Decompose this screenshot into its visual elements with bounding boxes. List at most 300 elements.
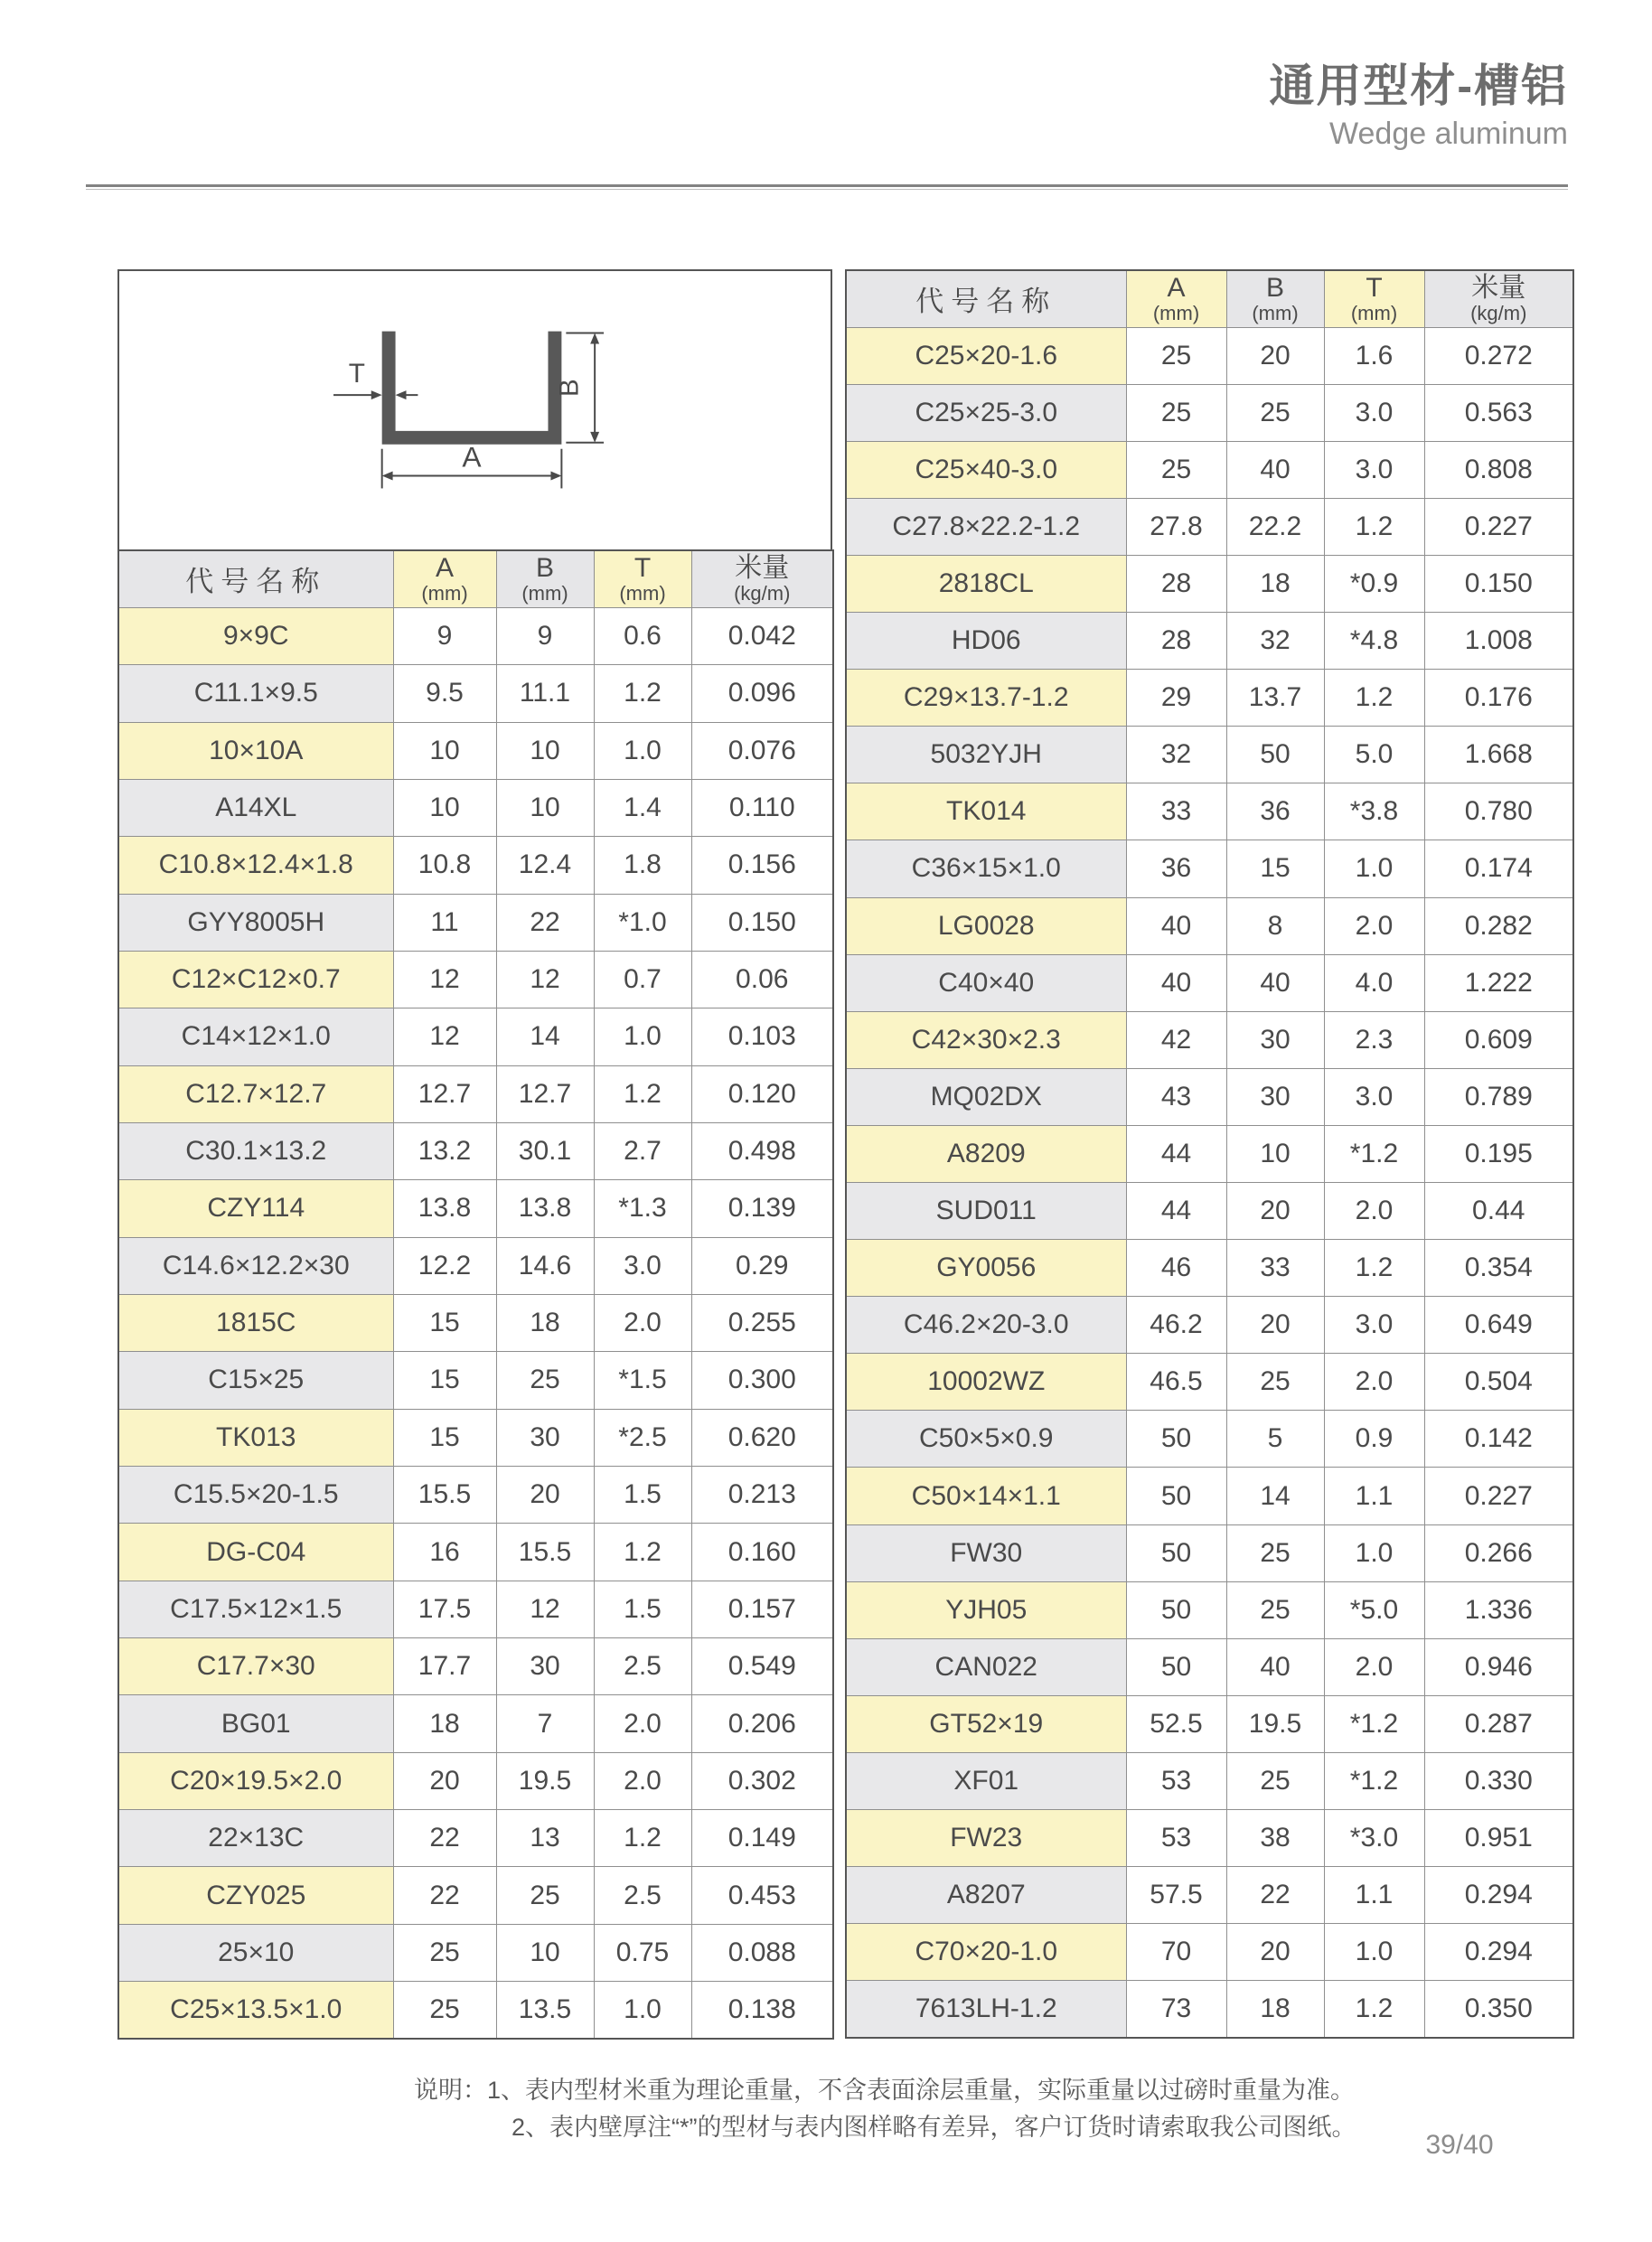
profile-code: C70×20-1.0 xyxy=(846,1924,1126,1981)
profile-code: C14.6×12.2×30 xyxy=(118,1237,393,1294)
value-b: 22 xyxy=(1226,1867,1324,1924)
value-b: 25 xyxy=(1226,384,1324,441)
profile-code: 10002WZ xyxy=(846,1354,1126,1411)
table-row xyxy=(118,837,833,894)
col-header-weight: 米量 (kg/m) xyxy=(1424,270,1573,327)
value-a: 27.8 xyxy=(1126,498,1226,555)
value-weight: 0.120 xyxy=(691,1065,833,1122)
t-arrow-left xyxy=(371,390,382,399)
value-t: 2.5 xyxy=(594,1867,691,1924)
value-b: 30 xyxy=(496,1409,594,1466)
value-a: 15 xyxy=(393,1352,496,1409)
value-weight: 0.195 xyxy=(1424,1125,1573,1182)
value-a: 70 xyxy=(1126,1924,1226,1981)
value-t: 2.0 xyxy=(1324,1183,1424,1240)
table-row xyxy=(846,1125,1573,1182)
profile-code: C20×19.5×2.0 xyxy=(118,1752,393,1809)
value-t: 1.0 xyxy=(594,1008,691,1065)
note-line-2 xyxy=(414,2109,1356,2146)
col-header-a: A (mm) xyxy=(1126,270,1226,327)
value-a: 10.8 xyxy=(393,837,496,894)
value-t: 2.0 xyxy=(594,1695,691,1752)
value-a: 9.5 xyxy=(393,665,496,722)
value-a: 25 xyxy=(393,1924,496,1981)
value-weight: 0.149 xyxy=(691,1810,833,1867)
value-b: 14.6 xyxy=(496,1237,594,1294)
profile-code: TK013 xyxy=(118,1409,393,1466)
value-a: 22 xyxy=(393,1810,496,1867)
value-b: 15 xyxy=(1226,840,1324,897)
table-row xyxy=(846,1924,1573,1981)
value-b: 12.7 xyxy=(496,1065,594,1122)
note-line-1 xyxy=(414,2072,1356,2109)
value-weight: 0.096 xyxy=(691,665,833,722)
value-t: 1.2 xyxy=(594,1810,691,1867)
profile-code: 22×13C xyxy=(118,1810,393,1867)
value-b: 12 xyxy=(496,1581,594,1637)
value-a: 57.5 xyxy=(1126,1867,1226,1924)
value-weight: 0.266 xyxy=(1424,1524,1573,1581)
page-subtitle: Wedge aluminum xyxy=(1329,117,1568,151)
value-weight: 0.302 xyxy=(691,1752,833,1809)
value-a: 16 xyxy=(393,1524,496,1581)
col-header-b: B (mm) xyxy=(1226,270,1324,327)
value-b: 20 xyxy=(1226,1183,1324,1240)
channel-profile-shape xyxy=(382,332,562,445)
value-t: 2.0 xyxy=(594,1752,691,1809)
value-b: 18 xyxy=(1226,555,1324,612)
value-t: *2.5 xyxy=(594,1409,691,1466)
value-t: 0.9 xyxy=(1324,1411,1424,1468)
value-weight: 0.042 xyxy=(691,607,833,664)
value-b: 40 xyxy=(1226,1638,1324,1695)
value-b: 9 xyxy=(496,607,594,664)
value-a: 50 xyxy=(1126,1411,1226,1468)
profile-code: C25×25-3.0 xyxy=(846,384,1126,441)
value-b: 5 xyxy=(1226,1411,1324,1468)
value-weight: 0.29 xyxy=(691,1237,833,1294)
value-a: 17.7 xyxy=(393,1638,496,1695)
value-weight: 0.282 xyxy=(1424,897,1573,954)
table-row xyxy=(118,1467,833,1524)
value-b: 32 xyxy=(1226,613,1324,670)
value-a: 10 xyxy=(393,779,496,836)
value-weight: 0.649 xyxy=(1424,1297,1573,1354)
value-weight: 0.498 xyxy=(691,1122,833,1179)
value-b: 22 xyxy=(496,894,594,951)
profile-code: C42×30×2.3 xyxy=(846,1011,1126,1068)
profile-code: 10×10A xyxy=(118,722,393,779)
value-t: 1.0 xyxy=(594,1982,691,2039)
profile-code: SUD011 xyxy=(846,1183,1126,1240)
a-arrow-right xyxy=(550,472,561,481)
value-b: 36 xyxy=(1226,783,1324,840)
table-row xyxy=(118,1810,833,1867)
right-table-body xyxy=(846,327,1573,2038)
value-t: 3.0 xyxy=(1324,1297,1424,1354)
value-b: 25 xyxy=(1226,1752,1324,1809)
col-header-code: 代号名称 xyxy=(118,550,393,607)
table-row xyxy=(846,1468,1573,1524)
value-a: 12.2 xyxy=(393,1237,496,1294)
value-b: 18 xyxy=(1226,1981,1324,2038)
value-a: 50 xyxy=(1126,1581,1226,1638)
value-a: 29 xyxy=(1126,670,1226,727)
profile-code: BG01 xyxy=(118,1695,393,1752)
table-row xyxy=(846,1354,1573,1411)
value-t: 2.3 xyxy=(1324,1011,1424,1068)
table-row xyxy=(846,613,1573,670)
table-row xyxy=(118,665,833,722)
dim-label-a: A xyxy=(462,440,482,474)
value-t: 1.5 xyxy=(594,1581,691,1637)
table-row xyxy=(118,1409,833,1466)
profile-code: C25×20-1.6 xyxy=(846,327,1126,384)
table-row xyxy=(846,727,1573,783)
value-t: 1.2 xyxy=(594,1524,691,1581)
value-a: 46.2 xyxy=(1126,1297,1226,1354)
value-t: 2.0 xyxy=(1324,1638,1424,1695)
profile-code: GYY8005H xyxy=(118,894,393,951)
value-t: 1.2 xyxy=(1324,498,1424,555)
page-number: 39/40 xyxy=(1425,2130,1494,2160)
profile-code: CZY025 xyxy=(118,1867,393,1924)
value-b: 14 xyxy=(496,1008,594,1065)
value-t: 0.6 xyxy=(594,607,691,664)
value-b: 10 xyxy=(496,1924,594,1981)
value-a: 12 xyxy=(393,1008,496,1065)
profile-code: C29×13.7-1.2 xyxy=(846,670,1126,727)
value-t: *0.9 xyxy=(1324,555,1424,612)
table-row xyxy=(846,840,1573,897)
profile-code: C10.8×12.4×1.8 xyxy=(118,837,393,894)
profile-code: 1815C xyxy=(118,1294,393,1351)
value-a: 15 xyxy=(393,1409,496,1466)
profile-diagram xyxy=(117,269,832,549)
value-a: 20 xyxy=(393,1752,496,1809)
value-t: 1.4 xyxy=(594,779,691,836)
value-weight: 1.222 xyxy=(1424,954,1573,1011)
header-row xyxy=(846,270,1573,327)
profile-code: C15×25 xyxy=(118,1352,393,1409)
value-t: 1.2 xyxy=(1324,1981,1424,2038)
value-a: 11 xyxy=(393,894,496,951)
col-header-weight: 米量 (kg/m) xyxy=(691,550,833,607)
profile-code: C25×13.5×1.0 xyxy=(118,1982,393,2039)
value-weight: 0.06 xyxy=(691,951,833,1008)
right-panel xyxy=(845,269,1572,2039)
value-b: 20 xyxy=(1226,1297,1324,1354)
value-t: 1.0 xyxy=(1324,840,1424,897)
table-row xyxy=(846,954,1573,1011)
page-title: 通用型材-槽铝 xyxy=(1269,61,1568,111)
value-t: 2.0 xyxy=(1324,897,1424,954)
value-a: 10 xyxy=(393,722,496,779)
table-row xyxy=(846,327,1573,384)
value-b: 13.8 xyxy=(496,1180,594,1237)
profile-code: C17.7×30 xyxy=(118,1638,393,1695)
header xyxy=(1269,60,1568,154)
value-t: *1.2 xyxy=(1324,1695,1424,1752)
profile-code: 2818CL xyxy=(846,555,1126,612)
spec-table-left xyxy=(117,549,834,2040)
value-t: *4.8 xyxy=(1324,613,1424,670)
value-t: 1.0 xyxy=(1324,1924,1424,1981)
value-b: 13.5 xyxy=(496,1982,594,2039)
left-table-body xyxy=(118,607,833,2039)
value-weight: 0.350 xyxy=(1424,1981,1573,2038)
value-a: 50 xyxy=(1126,1524,1226,1581)
table-row xyxy=(846,1524,1573,1581)
value-a: 46 xyxy=(1126,1240,1226,1297)
value-b: 12 xyxy=(496,951,594,1008)
value-t: 1.2 xyxy=(594,665,691,722)
value-b: 13.7 xyxy=(1226,670,1324,727)
value-weight: 0.549 xyxy=(691,1638,833,1695)
value-t: 2.0 xyxy=(1324,1354,1424,1411)
table-row xyxy=(846,1240,1573,1297)
value-weight: 0.150 xyxy=(691,894,833,951)
value-t: *1.5 xyxy=(594,1352,691,1409)
value-t: 2.5 xyxy=(594,1638,691,1695)
value-b: 7 xyxy=(496,1695,594,1752)
value-weight: 0.44 xyxy=(1424,1183,1573,1240)
table-row xyxy=(118,607,833,664)
value-b: 25 xyxy=(1226,1524,1324,1581)
value-weight: 0.156 xyxy=(691,837,833,894)
value-b: 30 xyxy=(496,1638,594,1695)
a-arrow-left xyxy=(382,472,393,481)
value-a: 15 xyxy=(393,1294,496,1351)
value-b: 22.2 xyxy=(1226,498,1324,555)
value-weight: 0.272 xyxy=(1424,327,1573,384)
col-header-code: 代号名称 xyxy=(846,270,1126,327)
profile-code: A14XL xyxy=(118,779,393,836)
value-weight: 0.951 xyxy=(1424,1810,1573,1867)
value-a: 9 xyxy=(393,607,496,664)
table-row xyxy=(846,1297,1573,1354)
profile-code: C15.5×20-1.5 xyxy=(118,1467,393,1524)
profile-code: C11.1×9.5 xyxy=(118,665,393,722)
value-a: 53 xyxy=(1126,1752,1226,1809)
table-row xyxy=(846,498,1573,555)
table-row xyxy=(118,1237,833,1294)
note-prefix: 说明： xyxy=(414,2077,487,2104)
b-arrow-top xyxy=(590,333,599,344)
value-weight: 0.609 xyxy=(1424,1011,1573,1068)
table-row xyxy=(846,1810,1573,1867)
table-row xyxy=(846,1011,1573,1068)
profile-code: C12.7×12.7 xyxy=(118,1065,393,1122)
profile-code: C40×40 xyxy=(846,954,1126,1011)
table-row xyxy=(118,1924,833,1981)
profile-code: GT52×19 xyxy=(846,1695,1126,1752)
value-weight: 0.453 xyxy=(691,1867,833,1924)
col-header-t: T (mm) xyxy=(594,550,691,607)
value-b: 19.5 xyxy=(496,1752,594,1809)
profile-code: C25×40-3.0 xyxy=(846,441,1126,498)
table-row xyxy=(846,1638,1573,1695)
profile-code: CZY114 xyxy=(118,1180,393,1237)
value-t: 1.0 xyxy=(594,722,691,779)
value-weight: 0.563 xyxy=(1424,384,1573,441)
value-t: 3.0 xyxy=(594,1237,691,1294)
value-a: 44 xyxy=(1126,1183,1226,1240)
note-text-1: 1、表内型材米重为理论重量，不含表面涂层重量，实际重量以过磅时重量为准。 xyxy=(487,2077,1356,2104)
value-b: 10 xyxy=(496,779,594,836)
value-a: 25 xyxy=(393,1982,496,2039)
value-weight: 0.294 xyxy=(1424,1867,1573,1924)
header-divider xyxy=(86,184,1568,190)
value-a: 13.8 xyxy=(393,1180,496,1237)
value-t: 4.0 xyxy=(1324,954,1424,1011)
table-row xyxy=(118,1867,833,1924)
value-weight: 0.287 xyxy=(1424,1695,1573,1752)
table-row xyxy=(846,555,1573,612)
value-a: 28 xyxy=(1126,555,1226,612)
value-a: 25 xyxy=(1126,441,1226,498)
t-arrow-right xyxy=(396,390,407,399)
table-row xyxy=(118,1638,833,1695)
value-weight: 1.336 xyxy=(1424,1581,1573,1638)
value-a: 52.5 xyxy=(1126,1695,1226,1752)
profile-code: FW23 xyxy=(846,1810,1126,1867)
value-weight: 0.227 xyxy=(1424,498,1573,555)
value-weight: 0.330 xyxy=(1424,1752,1573,1809)
table-row xyxy=(846,783,1573,840)
profile-code: 5032YJH xyxy=(846,727,1126,783)
table-row xyxy=(118,1752,833,1809)
table-row xyxy=(118,951,833,1008)
profile-code: C50×5×0.9 xyxy=(846,1411,1126,1468)
value-t: 1.2 xyxy=(594,1065,691,1122)
table-row xyxy=(846,1183,1573,1240)
value-weight: 0.206 xyxy=(691,1695,833,1752)
value-a: 50 xyxy=(1126,1468,1226,1524)
table-row xyxy=(118,1524,833,1581)
value-t: *3.8 xyxy=(1324,783,1424,840)
value-a: 25 xyxy=(1126,327,1226,384)
profile-code: C12×C12×0.7 xyxy=(118,951,393,1008)
value-b: 19.5 xyxy=(1226,1695,1324,1752)
table-row xyxy=(846,897,1573,954)
profile-code: CAN022 xyxy=(846,1638,1126,1695)
table-row xyxy=(846,670,1573,727)
table-row xyxy=(118,1008,833,1065)
value-t: 5.0 xyxy=(1324,727,1424,783)
value-a: 43 xyxy=(1126,1068,1226,1125)
value-b: 38 xyxy=(1226,1810,1324,1867)
value-t: *1.2 xyxy=(1324,1125,1424,1182)
value-weight: 0.780 xyxy=(1424,783,1573,840)
dim-label-b: B xyxy=(554,379,585,398)
profile-code: C30.1×13.2 xyxy=(118,1122,393,1179)
profile-code: A8209 xyxy=(846,1125,1126,1182)
profile-code: GY0056 xyxy=(846,1240,1126,1297)
value-t: 1.8 xyxy=(594,837,691,894)
value-t: 1.1 xyxy=(1324,1468,1424,1524)
value-weight: 0.076 xyxy=(691,722,833,779)
value-b: 8 xyxy=(1226,897,1324,954)
profile-code: 25×10 xyxy=(118,1924,393,1981)
value-t: 1.6 xyxy=(1324,327,1424,384)
b-arrow-bottom xyxy=(590,432,599,443)
value-b: 14 xyxy=(1226,1468,1324,1524)
value-weight: 0.946 xyxy=(1424,1638,1573,1695)
value-t: 2.7 xyxy=(594,1122,691,1179)
value-t: 0.75 xyxy=(594,1924,691,1981)
profile-code: 9×9C xyxy=(118,607,393,664)
table-row xyxy=(118,1122,833,1179)
value-weight: 0.174 xyxy=(1424,840,1573,897)
value-weight: 0.255 xyxy=(691,1294,833,1351)
value-weight: 0.300 xyxy=(691,1352,833,1409)
value-weight: 0.227 xyxy=(1424,1468,1573,1524)
value-a: 42 xyxy=(1126,1011,1226,1068)
value-a: 50 xyxy=(1126,1638,1226,1695)
value-weight: 0.088 xyxy=(691,1924,833,1981)
value-b: 30 xyxy=(1226,1068,1324,1125)
value-b: 11.1 xyxy=(496,665,594,722)
profile-code: DG-C04 xyxy=(118,1524,393,1581)
value-b: 30 xyxy=(1226,1011,1324,1068)
value-t: 3.0 xyxy=(1324,441,1424,498)
value-weight: 0.213 xyxy=(691,1467,833,1524)
value-b: 20 xyxy=(1226,1924,1324,1981)
profile-code: C27.8×22.2-1.2 xyxy=(846,498,1126,555)
table-row xyxy=(846,1695,1573,1752)
table-row xyxy=(846,1068,1573,1125)
profile-code: C46.2×20-3.0 xyxy=(846,1297,1126,1354)
value-weight: 0.808 xyxy=(1424,441,1573,498)
value-b: 40 xyxy=(1226,954,1324,1011)
value-a: 33 xyxy=(1126,783,1226,840)
value-t: *3.0 xyxy=(1324,1810,1424,1867)
table-row xyxy=(846,1867,1573,1924)
value-a: 53 xyxy=(1126,1810,1226,1867)
value-b: 10 xyxy=(1226,1125,1324,1182)
value-b: 20 xyxy=(496,1467,594,1524)
value-b: 25 xyxy=(496,1352,594,1409)
value-weight: 0.138 xyxy=(691,1982,833,2039)
value-weight: 0.176 xyxy=(1424,670,1573,727)
value-weight: 0.620 xyxy=(691,1409,833,1466)
value-b: 13 xyxy=(496,1810,594,1867)
value-t: 2.0 xyxy=(594,1294,691,1351)
notes xyxy=(414,2072,1356,2146)
table-row xyxy=(118,1695,833,1752)
profile-code: XF01 xyxy=(846,1752,1126,1809)
dim-label-t: T xyxy=(348,359,365,389)
value-weight: 0.504 xyxy=(1424,1354,1573,1411)
value-weight: 0.103 xyxy=(691,1008,833,1065)
value-weight: 1.008 xyxy=(1424,613,1573,670)
profile-code: C14×12×1.0 xyxy=(118,1008,393,1065)
value-weight: 0.789 xyxy=(1424,1068,1573,1125)
left-panel xyxy=(117,269,832,2040)
profile-code: C50×14×1.1 xyxy=(846,1468,1126,1524)
profile-code: MQ02DX xyxy=(846,1068,1126,1125)
table-row xyxy=(846,1411,1573,1468)
value-weight: 1.668 xyxy=(1424,727,1573,783)
value-b: 15.5 xyxy=(496,1524,594,1581)
value-b: 10 xyxy=(496,722,594,779)
profile-code: HD06 xyxy=(846,613,1126,670)
value-b: 25 xyxy=(496,1867,594,1924)
header-row xyxy=(118,550,833,607)
value-a: 46.5 xyxy=(1126,1354,1226,1411)
value-a: 22 xyxy=(393,1867,496,1924)
